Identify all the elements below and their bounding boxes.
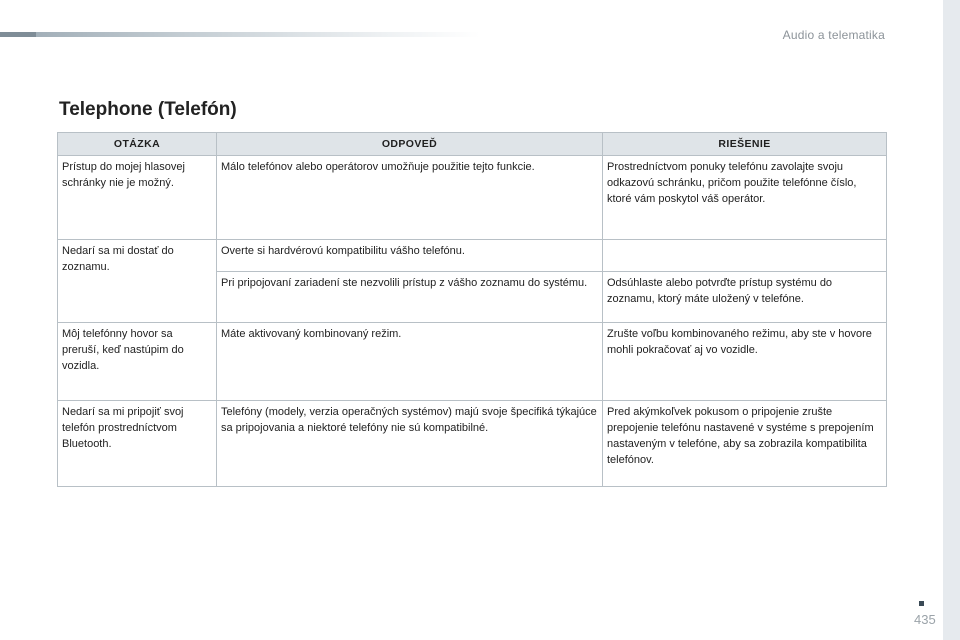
solution-cell bbox=[603, 240, 887, 272]
answer-cell: Málo telefónov alebo operátorov umožňuje použitie tejto funkcie. bbox=[217, 156, 603, 240]
table-header-row bbox=[58, 133, 887, 156]
answer-cell: Overte si hardvérovú kompatibilitu vášho telefónu. bbox=[217, 240, 603, 272]
question-cell: Prístup do mojej hlasovej schránky nie je možný. bbox=[58, 156, 217, 240]
header-gradient-bar bbox=[0, 32, 480, 37]
column-header-solution: RIEŠENIE bbox=[603, 133, 887, 156]
answer-cell: Máte aktivovaný kombinovaný režim. bbox=[217, 323, 603, 401]
page-edge-strip bbox=[943, 0, 960, 640]
table-row bbox=[58, 240, 887, 272]
table-row bbox=[58, 323, 887, 401]
table-row bbox=[58, 156, 887, 240]
question-cell: Nedarí sa mi pripojiť svoj telefón prostredníctvom Bluetooth. bbox=[58, 401, 217, 487]
question-cell: Môj telefónny hovor sa preruší, keď nastúpim do vozidla. bbox=[58, 323, 217, 401]
solution-cell: Zrušte voľbu kombinovaného režimu, aby ste v hovore mohli pokračovať aj vo vozidle. bbox=[603, 323, 887, 401]
page-number: 435 bbox=[914, 612, 936, 627]
column-header-answer: ODPOVEĎ bbox=[217, 133, 603, 156]
table-row bbox=[58, 401, 887, 487]
answer-cell: Pri pripojovaní zariadení ste nezvolili prístup z vášho zoznamu do systému. bbox=[217, 272, 603, 323]
header-bar-accent bbox=[0, 32, 36, 37]
chapter-title: Audio a telematika bbox=[782, 28, 885, 42]
column-header-question: OTÁZKA bbox=[58, 133, 217, 156]
solution-cell: Prostredníctvom ponuky telefónu zavolajte svoju odkazovú schránku, pričom použite telefónne číslo, ktoré vám poskytol váš operátor. bbox=[603, 156, 887, 240]
faq-table bbox=[57, 132, 887, 487]
answer-cell: Telefóny (modely, verzia operačných systémov) majú svoje špecifiká týkajúce sa pripojovania a niektoré telefóny nie sú kompatibilné. bbox=[217, 401, 603, 487]
solution-cell: Pred akýmkoľvek pokusom o pripojenie zrušte prepojenie telefónu nastavené v systéme s prepojením nastaveným v telefóne, aby sa zobrazila kompatibilita telefónov. bbox=[603, 401, 887, 487]
page-marker bbox=[919, 601, 924, 606]
question-cell: Nedarí sa mi dostať do zoznamu. bbox=[58, 240, 217, 323]
section-title: Telephone (Telefón) bbox=[59, 99, 237, 120]
solution-cell: Odsúhlaste alebo potvrďte prístup systému do zoznamu, ktorý máte uložený v telefóne. bbox=[603, 272, 887, 323]
